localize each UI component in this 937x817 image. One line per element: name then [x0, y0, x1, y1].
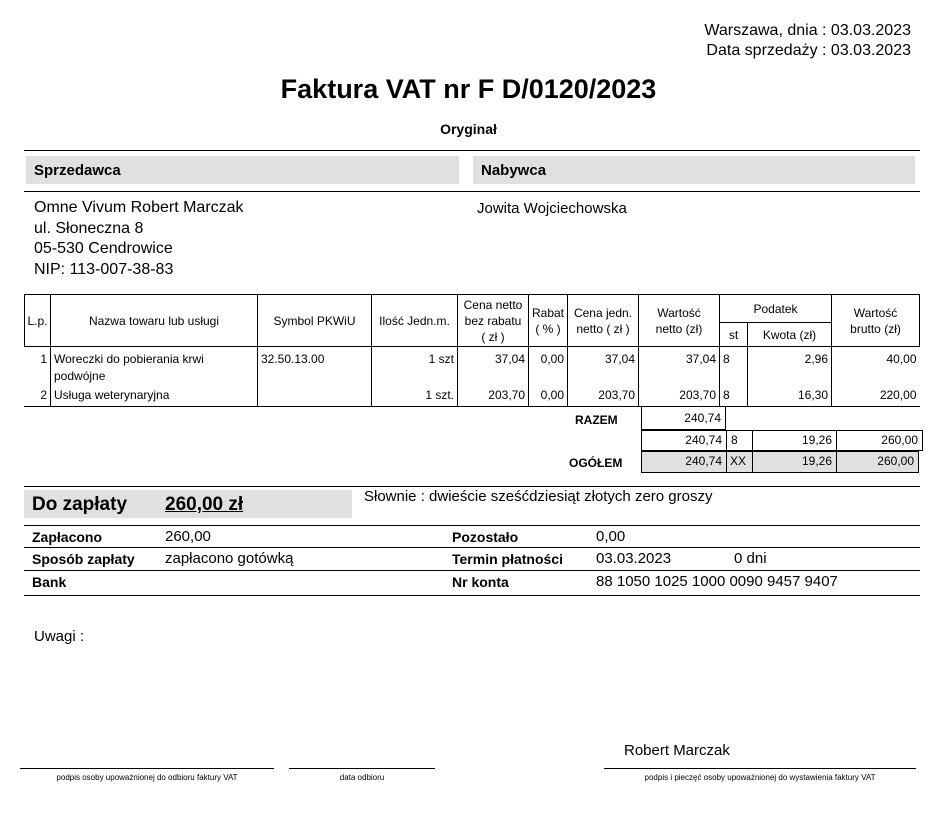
items-table [24, 294, 920, 406]
copy-type: Oryginał [440, 121, 497, 137]
account-label: Nr konta [452, 574, 509, 590]
invoice-place-date: Warszawa, dnia : 03.03.2023 [704, 22, 911, 39]
rate-row: 240,74 8 19,26 260,00 [641, 430, 923, 451]
buyer-name: Jowita Wojciechowska [477, 200, 627, 217]
col-tax: Podatek [720, 295, 832, 323]
col-gross: Wartość brutto (zł) [832, 295, 920, 347]
paid-value: 260,00 [165, 528, 211, 545]
divider [24, 547, 920, 548]
divider [24, 150, 920, 151]
due-date-value: 03.03.2023 [596, 550, 672, 567]
col-qty: Ilość Jedn.m. [372, 295, 458, 347]
payment-method-value: zapłacono gotówką [165, 550, 294, 567]
col-tax-amount: Kwota (zł) [748, 323, 832, 347]
divider [24, 406, 920, 407]
divider [24, 595, 920, 596]
ogolem-row: 240,74 XX 19,26 260,00 [641, 451, 919, 473]
remaining-value: 0,00 [596, 528, 626, 545]
signature-line [289, 768, 435, 769]
col-unit-net: Cena jedn. netto ( zł ) [568, 295, 639, 347]
seller-name: Omne Vivum Robert Marczak [34, 199, 244, 216]
col-name: Nazwa towaru lub usługi [51, 295, 258, 347]
table-row: 1 Woreczki do pobierania krwi podwójne 32.50.13.00 1 szt 37,04 0,00 37,04 37,04 8 2,96 40,00 [25, 347, 920, 387]
razem-net-cell [641, 407, 726, 430]
col-net: Wartość netto (zł) [639, 295, 720, 347]
issuer-name: Robert Marczak [624, 742, 730, 759]
col-tax-rate: st [720, 323, 748, 347]
payment-method-label: Sposób zapłaty [32, 551, 135, 567]
to-pay-value: 260,00 zł [165, 494, 244, 515]
paid-label: Zapłacono [32, 529, 103, 545]
divider [24, 191, 920, 192]
razem-net: 240,74 [684, 411, 721, 425]
receiver-signature-caption: podpis osoby upoważnionej do odbioru faktury VAT [56, 773, 238, 782]
due-date-label: Termin płatności [452, 551, 563, 567]
sale-date: Data sprzedaży : 03.03.2023 [706, 42, 911, 59]
seller-nip: NIP: 113-007-38-83 [34, 261, 174, 278]
notes-label: Uwagi : [34, 628, 85, 645]
col-discount: Rabat ( % ) [529, 295, 568, 347]
issuer-signature-caption: podpis i pieczęć osoby upoważnionej do wystawienia faktury VAT [644, 773, 876, 782]
seller-heading: Sprzedawca [26, 156, 459, 184]
col-lp: L.p. [25, 295, 51, 347]
table-row: 2 Usługa weterynaryjna 1 szt. 203,70 0,00 203,70 203,70 8 16,30 220,00 [25, 386, 920, 406]
razem-label: RAZEM [575, 413, 618, 427]
ogolem-label: OGÓŁEM [569, 456, 623, 470]
signature-line [604, 768, 916, 769]
seller-street: ul. Słoneczna 8 [34, 220, 144, 237]
amount-in-words: Słownie : dwieście sześćdziesiąt złotych zero groszy [364, 488, 713, 505]
due-days: 0 dni [734, 550, 767, 567]
buyer-heading: Nabywca [473, 156, 915, 184]
remaining-label: Pozostało [452, 529, 519, 545]
invoice-title: Faktura VAT nr F D/0120/2023 [280, 74, 657, 104]
receipt-date-caption: data odbioru [339, 773, 385, 782]
divider [24, 570, 920, 571]
col-price: Cena netto bez rabatu ( zł ) [458, 295, 529, 347]
col-pkwiu: Symbol PKWiU [258, 295, 372, 347]
signature-line [20, 768, 274, 769]
divider [24, 525, 920, 526]
bank-label: Bank [32, 574, 67, 590]
to-pay-label: Do zapłaty [32, 494, 128, 515]
seller-city: 05-530 Cendrowice [34, 240, 173, 257]
account-number: 88 1050 1025 1000 0090 9457 9407 [596, 573, 838, 590]
